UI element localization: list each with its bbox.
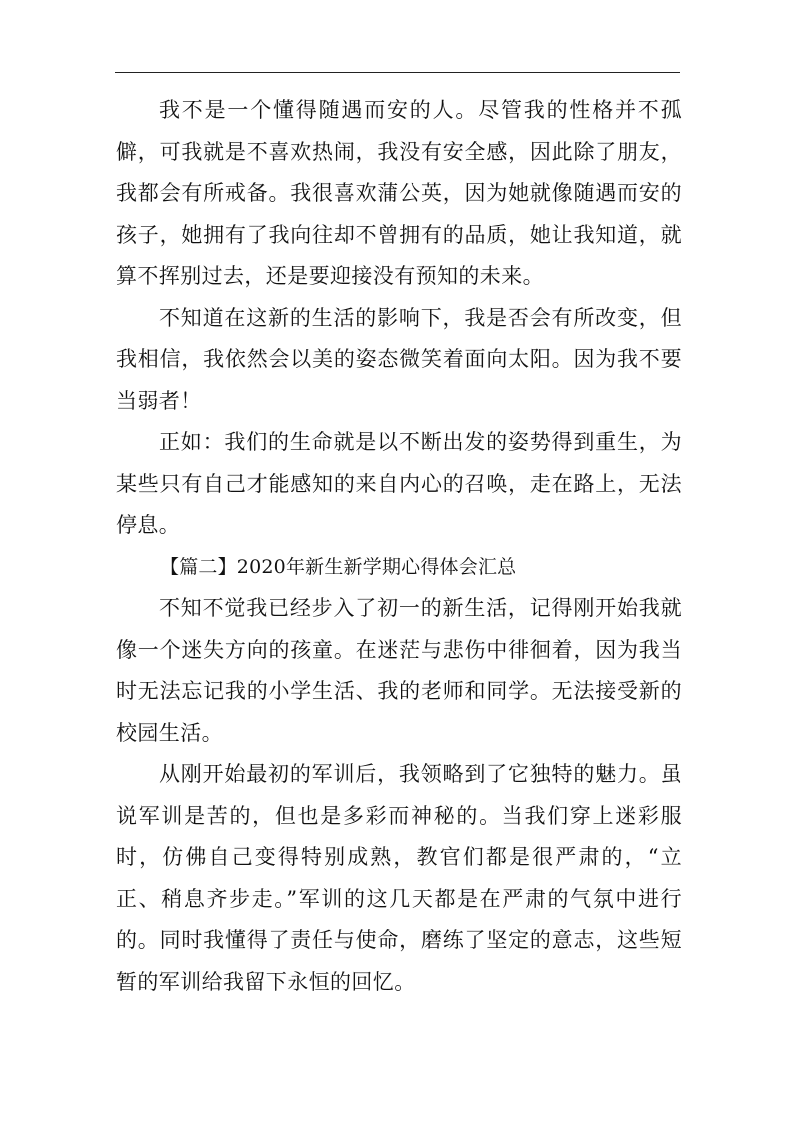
paragraph-1: 我不是一个懂得随遇而安的人。尽管我的性格并不孤僻，可我就是不喜欢热闹，我没有安全感，因此除了朋友，我都会有所戒备。我很喜欢蒲公英，因为她就像随遇而安的孩子，她拥有了我向往却不曾拥有的品质，她让我知道，就算不挥别过去，还是要迎接没有预知的未来。 xyxy=(116,98,682,288)
header-rule xyxy=(115,72,680,73)
paragraph-5: 从刚开始最初的军训后，我领略到了它独特的魅力。虽说军训是苦的，但也是多彩而神秘的。当我们穿上迷彩服时，仿佛自己变得特别成熟，教官们都是很严肃的，“立正、稍息齐步走。”军训的这几天都是在严肃的气氛中进行的。同时我懂得了责任与使命，磨练了坚定的意志，这些短暂的军训给我留下永恒的回忆。 xyxy=(116,762,682,994)
section-heading: 【篇二】2020年新生新学期心得体会汇总 xyxy=(160,555,517,578)
paragraph-3: 正如：我们的生命就是以不断出发的姿势得到重生，为某些只有自己才能感知的来自内心的召唤，走在路上，无法停息。 xyxy=(116,430,682,537)
paragraph-4: 不知不觉我已经步入了初一的新生活，记得刚开始我就像一个迷失方向的孩童。在迷茫与悲伤中徘徊着，因为我当时无法忘记我的小学生活、我的老师和同学。无法接受新的校园生活。 xyxy=(116,596,682,745)
document-body xyxy=(116,90,682,1003)
paragraph-2: 不知道在这新的生活的影响下，我是否会有所改变，但我相信，我依然会以美的姿态微笑着面向太阳。因为我不要当弱者！ xyxy=(116,305,682,413)
